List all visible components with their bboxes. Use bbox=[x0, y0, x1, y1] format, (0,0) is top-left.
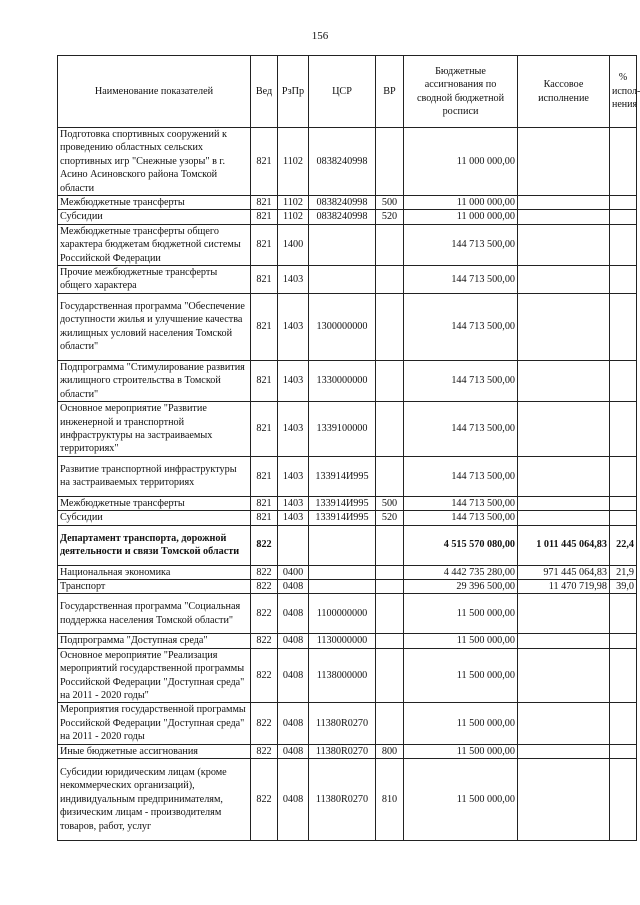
cell-ved: 822 bbox=[251, 759, 278, 841]
cell-rzpr: 1403 bbox=[278, 496, 309, 510]
header-ved: Вед bbox=[251, 56, 278, 128]
cell-name: Мероприятия государственной программы Российской Федерации "Доступная среда" на 2011 - 2020 годы bbox=[58, 703, 251, 744]
cell-vr bbox=[376, 648, 404, 703]
cell-cash-execution bbox=[518, 402, 610, 457]
cell-csr bbox=[309, 525, 376, 565]
cell-execution-percent bbox=[610, 266, 637, 294]
cell-ved: 821 bbox=[251, 266, 278, 294]
table-row bbox=[58, 128, 637, 196]
table-row bbox=[58, 266, 637, 294]
header-cash-execution: Кассовое исполнение bbox=[518, 56, 610, 128]
cell-vr: 500 bbox=[376, 496, 404, 510]
cell-name: Государственная программа "Социальная поддержка населения Томской области" bbox=[58, 594, 251, 634]
cell-assignments: 11 500 000,00 bbox=[404, 594, 518, 634]
cell-csr: 1100000000 bbox=[309, 594, 376, 634]
cell-cash-execution: 1 011 445 064,83 bbox=[518, 525, 610, 565]
cell-rzpr: 1403 bbox=[278, 402, 309, 457]
header-execution-percent: % испол-нения bbox=[610, 56, 637, 128]
cell-assignments: 11 500 000,00 bbox=[404, 744, 518, 758]
table-row bbox=[58, 402, 637, 457]
cell-rzpr: 1403 bbox=[278, 266, 309, 294]
cell-assignments: 144 713 500,00 bbox=[404, 496, 518, 510]
cell-vr bbox=[376, 266, 404, 294]
cell-execution-percent bbox=[610, 496, 637, 510]
cell-csr bbox=[309, 224, 376, 265]
cell-rzpr: 0408 bbox=[278, 634, 309, 648]
cell-cash-execution bbox=[518, 210, 610, 224]
cell-rzpr: 1403 bbox=[278, 293, 309, 360]
cell-assignments: 4 515 570 080,00 bbox=[404, 525, 518, 565]
cell-assignments: 11 500 000,00 bbox=[404, 648, 518, 703]
cell-execution-percent bbox=[610, 210, 637, 224]
cell-rzpr: 0408 bbox=[278, 594, 309, 634]
table-row bbox=[58, 579, 637, 593]
cell-ved: 821 bbox=[251, 210, 278, 224]
cell-cash-execution bbox=[518, 196, 610, 210]
cell-rzpr: 1400 bbox=[278, 224, 309, 265]
cell-cash-execution: 971 445 064,83 bbox=[518, 565, 610, 579]
cell-cash-execution bbox=[518, 266, 610, 294]
cell-name: Национальная экономика bbox=[58, 565, 251, 579]
cell-ved: 821 bbox=[251, 224, 278, 265]
cell-vr: 520 bbox=[376, 511, 404, 525]
cell-execution-percent bbox=[610, 594, 637, 634]
cell-name: Субсидии bbox=[58, 511, 251, 525]
cell-assignments: 11 000 000,00 bbox=[404, 128, 518, 196]
cell-ved: 822 bbox=[251, 634, 278, 648]
cell-ved: 821 bbox=[251, 196, 278, 210]
cell-name: Субсидии bbox=[58, 210, 251, 224]
cell-vr bbox=[376, 594, 404, 634]
cell-ved: 822 bbox=[251, 565, 278, 579]
cell-ved: 821 bbox=[251, 496, 278, 510]
cell-vr bbox=[376, 402, 404, 457]
cell-ved: 821 bbox=[251, 360, 278, 401]
cell-csr: 1330000000 bbox=[309, 360, 376, 401]
cell-assignments: 144 713 500,00 bbox=[404, 224, 518, 265]
cell-rzpr: 0408 bbox=[278, 703, 309, 744]
table-row bbox=[58, 224, 637, 265]
table-row bbox=[58, 744, 637, 758]
cell-csr: 1130000000 bbox=[309, 634, 376, 648]
cell-name: Департамент транспорта, дорожной деятельности и связи Томской области bbox=[58, 525, 251, 565]
table-row bbox=[58, 565, 637, 579]
cell-assignments: 11 000 000,00 bbox=[404, 210, 518, 224]
cell-assignments: 4 442 735 280,00 bbox=[404, 565, 518, 579]
cell-cash-execution bbox=[518, 648, 610, 703]
cell-assignments: 144 713 500,00 bbox=[404, 456, 518, 496]
table-header-row bbox=[58, 56, 637, 128]
cell-ved: 821 bbox=[251, 128, 278, 196]
cell-cash-execution bbox=[518, 703, 610, 744]
cell-csr: 11380R0270 bbox=[309, 744, 376, 758]
table-row bbox=[58, 210, 637, 224]
table-row bbox=[58, 293, 637, 360]
cell-vr bbox=[376, 565, 404, 579]
cell-execution-percent bbox=[610, 648, 637, 703]
cell-execution-percent bbox=[610, 703, 637, 744]
cell-execution-percent bbox=[610, 456, 637, 496]
page-number: 156 bbox=[311, 30, 329, 42]
cell-csr bbox=[309, 266, 376, 294]
cell-cash-execution: 11 470 719,98 bbox=[518, 579, 610, 593]
cell-execution-percent: 22,4 bbox=[610, 525, 637, 565]
cell-ved: 822 bbox=[251, 579, 278, 593]
cell-name: Основное мероприятие "Реализация мероприятий государственной программы Российской Федерации "Доступная среда" на 2011 - 2020 годы" bbox=[58, 648, 251, 703]
table-row bbox=[58, 648, 637, 703]
header-csr: ЦСР bbox=[309, 56, 376, 128]
cell-cash-execution bbox=[518, 224, 610, 265]
cell-csr bbox=[309, 579, 376, 593]
cell-rzpr: 0408 bbox=[278, 648, 309, 703]
cell-cash-execution bbox=[518, 759, 610, 841]
cell-vr: 800 bbox=[376, 744, 404, 758]
budget-table bbox=[57, 55, 640, 841]
cell-cash-execution bbox=[518, 128, 610, 196]
cell-vr bbox=[376, 525, 404, 565]
cell-assignments: 11 500 000,00 bbox=[404, 703, 518, 744]
cell-rzpr: 1102 bbox=[278, 210, 309, 224]
cell-vr bbox=[376, 579, 404, 593]
cell-ved: 821 bbox=[251, 293, 278, 360]
cell-vr bbox=[376, 456, 404, 496]
cell-execution-percent bbox=[610, 196, 637, 210]
cell-name: Основное мероприятие "Развитие инженерной и транспортной инфраструктуры на застраиваемых территориях" bbox=[58, 402, 251, 457]
cell-rzpr: 1403 bbox=[278, 511, 309, 525]
cell-rzpr: 0408 bbox=[278, 579, 309, 593]
cell-assignments: 11 000 000,00 bbox=[404, 196, 518, 210]
cell-cash-execution bbox=[518, 744, 610, 758]
cell-name: Прочие межбюджетные трансферты общего характера bbox=[58, 266, 251, 294]
table-row bbox=[58, 496, 637, 510]
cell-cash-execution bbox=[518, 496, 610, 510]
cell-csr: 1138000000 bbox=[309, 648, 376, 703]
table-row bbox=[58, 703, 637, 744]
cell-vr: 520 bbox=[376, 210, 404, 224]
cell-assignments: 144 713 500,00 bbox=[404, 360, 518, 401]
cell-name: Межбюджетные трансферты общего характера бюджетам бюджетной системы Российской Федерации bbox=[58, 224, 251, 265]
cell-execution-percent bbox=[610, 634, 637, 648]
cell-csr: 11380R0270 bbox=[309, 759, 376, 841]
table-row bbox=[58, 196, 637, 210]
cell-rzpr: 1102 bbox=[278, 128, 309, 196]
table-row bbox=[58, 360, 637, 401]
cell-name: Субсидии юридическим лицам (кроме некоммерческих организаций), индивидуальным предпринимателям, физическим лицам - производителям товаров, работ, услуг bbox=[58, 759, 251, 841]
cell-execution-percent: 39,0 bbox=[610, 579, 637, 593]
cell-csr bbox=[309, 565, 376, 579]
cell-rzpr: 0408 bbox=[278, 759, 309, 841]
table-row bbox=[58, 456, 637, 496]
cell-cash-execution bbox=[518, 594, 610, 634]
header-name: Наименование показателей bbox=[58, 56, 251, 128]
cell-name: Транспорт bbox=[58, 579, 251, 593]
cell-vr bbox=[376, 128, 404, 196]
cell-name: Подпрограмма "Доступная среда" bbox=[58, 634, 251, 648]
cell-assignments: 11 500 000,00 bbox=[404, 759, 518, 841]
cell-csr: 1300000000 bbox=[309, 293, 376, 360]
header-rzpr: РзПр bbox=[278, 56, 309, 128]
cell-name: Развитие транспортной инфраструктуры на застраиваемых территориях bbox=[58, 456, 251, 496]
cell-name: Межбюджетные трансферты bbox=[58, 496, 251, 510]
cell-rzpr: 1102 bbox=[278, 196, 309, 210]
cell-execution-percent bbox=[610, 360, 637, 401]
cell-csr: 0838240998 bbox=[309, 196, 376, 210]
cell-vr bbox=[376, 360, 404, 401]
cell-csr: 0838240998 bbox=[309, 210, 376, 224]
cell-csr: 133914И995 bbox=[309, 456, 376, 496]
cell-vr bbox=[376, 703, 404, 744]
cell-rzpr: 0400 bbox=[278, 565, 309, 579]
cell-name: Иные бюджетные ассигнования bbox=[58, 744, 251, 758]
cell-execution-percent bbox=[610, 224, 637, 265]
cell-vr bbox=[376, 634, 404, 648]
cell-ved: 821 bbox=[251, 456, 278, 496]
table-row bbox=[58, 594, 637, 634]
cell-ved: 822 bbox=[251, 744, 278, 758]
table-row bbox=[58, 511, 637, 525]
cell-rzpr bbox=[278, 525, 309, 565]
cell-cash-execution bbox=[518, 360, 610, 401]
cell-csr: 0838240998 bbox=[309, 128, 376, 196]
cell-name: Межбюджетные трансферты bbox=[58, 196, 251, 210]
cell-execution-percent bbox=[610, 293, 637, 360]
cell-execution-percent bbox=[610, 511, 637, 525]
cell-csr: 133914И995 bbox=[309, 511, 376, 525]
cell-execution-percent bbox=[610, 402, 637, 457]
cell-assignments: 144 713 500,00 bbox=[404, 293, 518, 360]
cell-rzpr: 1403 bbox=[278, 360, 309, 401]
header-vr: ВР bbox=[376, 56, 404, 128]
cell-rzpr: 0408 bbox=[278, 744, 309, 758]
cell-execution-percent bbox=[610, 759, 637, 841]
cell-csr: 133914И995 bbox=[309, 496, 376, 510]
cell-vr: 500 bbox=[376, 196, 404, 210]
cell-assignments: 29 396 500,00 bbox=[404, 579, 518, 593]
cell-vr bbox=[376, 293, 404, 360]
cell-cash-execution bbox=[518, 293, 610, 360]
cell-ved: 821 bbox=[251, 402, 278, 457]
cell-assignments: 144 713 500,00 bbox=[404, 402, 518, 457]
table-row bbox=[58, 634, 637, 648]
cell-ved: 822 bbox=[251, 594, 278, 634]
cell-name: Государственная программа "Обеспечение доступности жилья и улучшение качества жилищных условий населения Томской области" bbox=[58, 293, 251, 360]
table-body bbox=[58, 128, 637, 841]
cell-execution-percent bbox=[610, 744, 637, 758]
cell-execution-percent bbox=[610, 128, 637, 196]
header-assignments: Бюджетные ассигнования по сводной бюджетной росписи bbox=[404, 56, 518, 128]
cell-name: Подпрограмма "Стимулирование развития жилищного строительства в Томской области" bbox=[58, 360, 251, 401]
cell-cash-execution bbox=[518, 511, 610, 525]
cell-cash-execution bbox=[518, 634, 610, 648]
table-row bbox=[58, 759, 637, 841]
cell-ved: 822 bbox=[251, 525, 278, 565]
cell-name: Подготовка спортивных сооружений к проведению областных сельских спортивных игр "Снежные узоры" в г. Асино Асиновского района Томской области bbox=[58, 128, 251, 196]
cell-assignments: 144 713 500,00 bbox=[404, 511, 518, 525]
cell-execution-percent: 21,9 bbox=[610, 565, 637, 579]
cell-rzpr: 1403 bbox=[278, 456, 309, 496]
cell-cash-execution bbox=[518, 456, 610, 496]
cell-assignments: 144 713 500,00 bbox=[404, 266, 518, 294]
cell-csr: 1339100000 bbox=[309, 402, 376, 457]
cell-vr: 810 bbox=[376, 759, 404, 841]
table-row bbox=[58, 525, 637, 565]
cell-assignments: 11 500 000,00 bbox=[404, 634, 518, 648]
cell-csr: 11380R0270 bbox=[309, 703, 376, 744]
cell-vr bbox=[376, 224, 404, 265]
cell-ved: 821 bbox=[251, 511, 278, 525]
cell-ved: 822 bbox=[251, 703, 278, 744]
cell-ved: 822 bbox=[251, 648, 278, 703]
